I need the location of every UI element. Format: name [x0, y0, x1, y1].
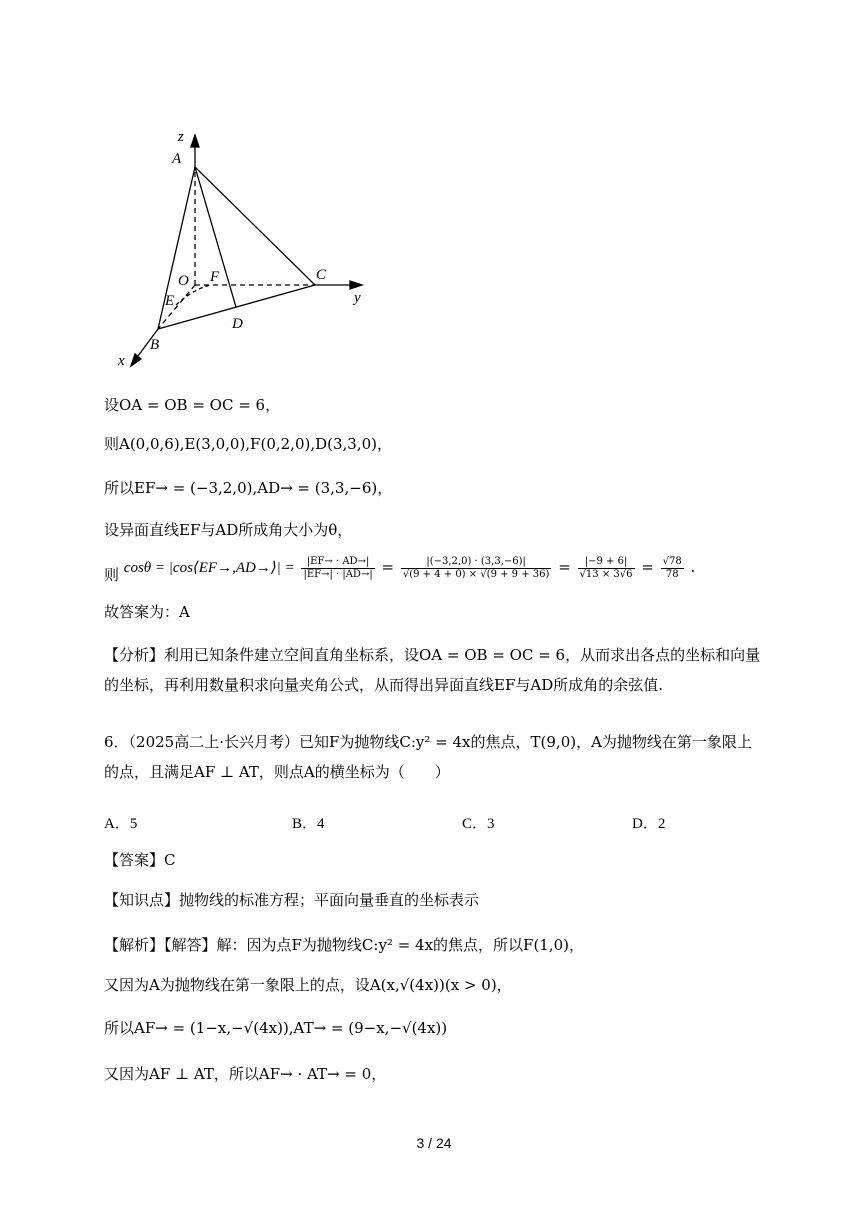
analysis-paragraph: 【分析】利用已知条件建立空间直角坐标系，设OA = OB = OC = 6，从而求出各点的坐标和向量的坐标，再利用数量积求向量夹角公式，从而得出异面直线EF与AD所成角的余弦值. — [104, 646, 761, 694]
answer-label: 【答案】C — [104, 851, 176, 869]
label-x: x — [118, 353, 125, 369]
equals-3: = — [641, 558, 654, 576]
fraction-3-num: |−9 + 6| — [578, 556, 635, 569]
fraction-4-den: 78 — [665, 568, 679, 580]
label-d: D — [232, 316, 243, 332]
cosine-equation — [104, 552, 695, 583]
solution-line-4: 又因为AF ⊥ AT，所以AF→ · AT→ = 0， — [104, 1065, 387, 1083]
label-o: O — [178, 273, 189, 289]
option-a: A．5 — [104, 816, 138, 832]
label-c: C — [316, 267, 327, 283]
fraction-1 — [301, 556, 374, 581]
text-line-angle: 设异面直线EF与AD所成角大小为θ， — [104, 521, 353, 539]
equals-2: = — [558, 558, 571, 576]
tetrahedron-figure — [110, 125, 380, 375]
fraction-2-den: √(9 + 4 + 0) × √(9 + 9 + 36) — [402, 568, 550, 580]
knowledge-points: 【知识点】抛物线的标准方程；平面向量垂直的坐标表示 — [104, 891, 480, 909]
option-d: D．2 — [632, 816, 666, 832]
solution-line-3: 所以AF→ = (1−x,−√(4x)),AT→ = (9−x,−√(4x)) — [104, 1019, 448, 1037]
answer-options — [104, 812, 764, 832]
solution-line-1: 【解析】【解答】解：因为点F为抛物线C:y² = 4x的焦点，所以F(1,0)， — [104, 936, 585, 954]
cosine-prefix: 则 — [104, 566, 120, 584]
fraction-2 — [401, 556, 552, 581]
cosine-lhs: cosθ = |cos⟨EF→,AD→⟩| = — [123, 560, 295, 576]
solution-line-2: 又因为A为抛物线在第一象限上的点，设A(x,√(4x))(x > 0)， — [104, 976, 512, 994]
page-number: 3 / 24 — [416, 1135, 452, 1151]
text-line-coordinates: 则A(0,0,6),E(3,0,0),F(0,2,0),D(3,3,0)， — [104, 435, 393, 453]
fraction-1-num: |EF→ · AD→| — [301, 556, 374, 569]
option-c: C．3 — [462, 816, 495, 832]
fraction-4-num: √78 — [662, 555, 682, 567]
fraction-1-den: |EF→| · |AD→| — [303, 568, 373, 580]
label-a: A — [172, 151, 182, 167]
equals-1: = — [381, 558, 395, 576]
fraction-2-num: |(−3,2,0) · (3,3,−6)| — [401, 556, 552, 569]
fraction-3 — [578, 556, 635, 581]
text-line-vectors: 所以EF→ = (−3,2,0),AD→ = (3,3,−6)， — [104, 479, 393, 497]
question-6: 6．（2025高二上·长兴月考）已知F为抛物线C:y² = 4x的焦点，T(9,0)，A为抛物线在第一象限上的点，且满足AF ⊥ AT，则点A的横坐标为（ ） — [104, 733, 752, 781]
text-line-set-lengths: 设OA = OB = OC = 6， — [104, 396, 281, 414]
label-y: y — [354, 290, 361, 306]
answer-line: 故答案为：A — [104, 603, 190, 621]
fraction-4 — [661, 556, 684, 581]
label-f: F — [210, 269, 220, 285]
label-e: E — [165, 293, 175, 309]
fraction-3-den: √13 × 3√6 — [579, 568, 633, 580]
equation-end: . — [690, 558, 696, 576]
option-b: B．4 — [292, 816, 325, 832]
label-b: B — [150, 337, 160, 353]
label-z: z — [178, 129, 184, 145]
